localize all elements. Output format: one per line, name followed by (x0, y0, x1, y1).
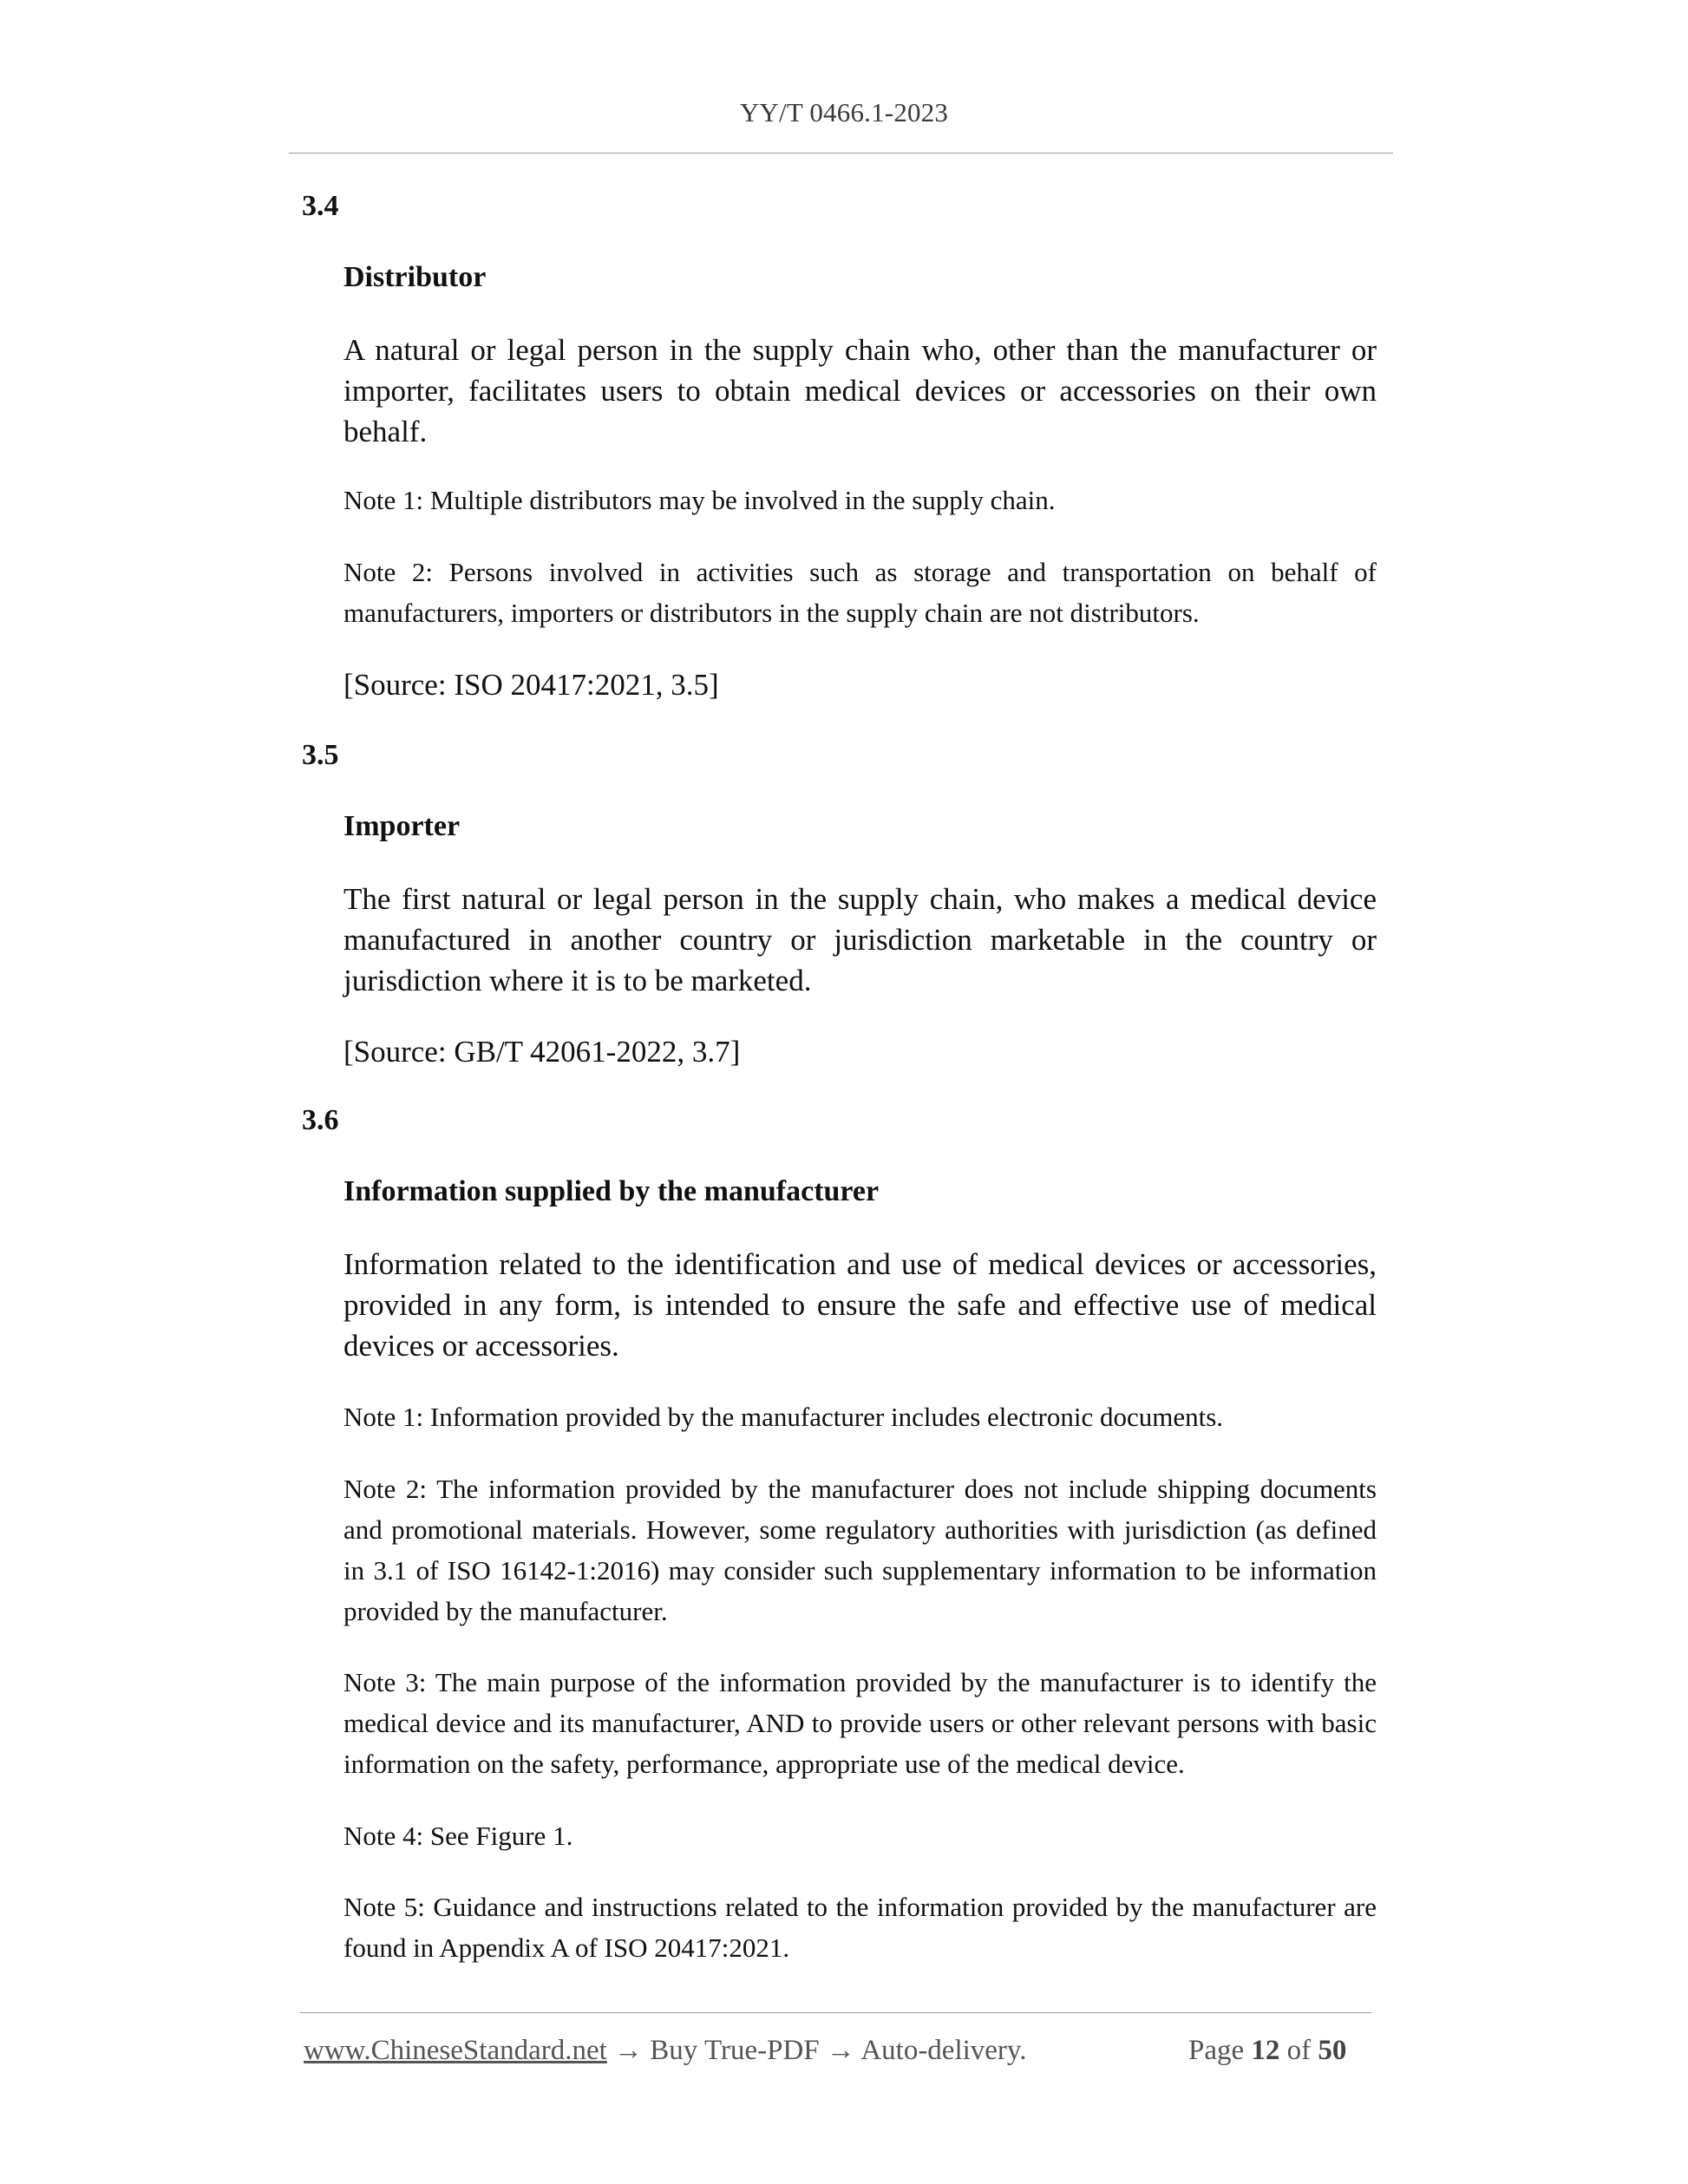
term-information-supplied: Information supplied by the manufacturer (343, 1175, 880, 1207)
arrow-right-icon: → (826, 2035, 855, 2066)
document-header-title: YY/T 0466.1-2023 (739, 97, 949, 128)
footer-promo (304, 2033, 1027, 2068)
page-current: 12 (1251, 2035, 1280, 2066)
note-information-1: Note 1: Information provided by the manufacturer includes electronic documents. (343, 1402, 1224, 1432)
note-distributor-1: Note 1: Multiple distributors may be involved in the supply chain. (343, 485, 1056, 515)
note-information-2: Note 2: The information provided by the manufacturer does not include shipping documents and promotional materials. However, some regulatory authorities with jurisdiction (as defined in 3.1 of ISO 16142-1:2016) may consider such supplementary information to be information provided by the manufacturer. (343, 1474, 1377, 1626)
note-distributor-2: Note 2: Persons involved in activities such as storage and transportation on behalf of manufacturers, importers or distributors in the supply chain are not distributors. (343, 557, 1377, 628)
website-link[interactable]: www.ChineseStandard.net (304, 2035, 607, 2066)
section-number-3-4: 3.4 (302, 190, 339, 222)
page-indicator (1188, 2033, 1346, 2068)
note-information-4: Note 4: See Figure 1. (343, 1821, 573, 1851)
definition-information-supplied: Information related to the identification and use of medical devices or accessories, provided in any form, is intended to ensure the safe and effective use of medical devices or accessories. (343, 1247, 1377, 1363)
note-information-3: Note 3: The main purpose of the information provided by the manufacturer is to identify the medical device and its manufacturer, AND to provide users or other relevant persons with basic information on the safety, performance, appropriate use of the medical device. (343, 1667, 1377, 1779)
term-distributor: Distributor (343, 261, 487, 293)
source-importer: [Source: GB/T 42061-2022, 3.7] (343, 1035, 741, 1069)
page-label: Page (1188, 2035, 1245, 2066)
note-information-5: Note 5: Guidance and instructions related to the information provided by the manufacturer are found in Appendix A of ISO 20417:2021. (343, 1892, 1377, 1963)
page-of-label: of (1286, 2035, 1312, 2066)
definition-distributor: A natural or legal person in the supply chain who, other than the manufacturer or importer, facilitates users to obtain medical devices or accessories on their own behalf. (343, 333, 1377, 448)
term-importer: Importer (343, 810, 461, 842)
footer-divider (300, 2012, 1371, 2013)
auto-delivery-text: Auto-delivery. (860, 2035, 1027, 2066)
arrow-right-icon: → (614, 2035, 644, 2066)
section-number-3-6: 3.6 (302, 1104, 339, 1136)
buy-true-pdf-text: Buy True-PDF (650, 2035, 820, 2066)
section-number-3-5: 3.5 (302, 739, 339, 771)
page-total: 50 (1318, 2035, 1347, 2066)
definition-importer: The first natural or legal person in the supply chain, who makes a medical device manufactured in another country or jurisdiction marketable in the country or jurisdiction where it is to be marketed. (343, 882, 1377, 997)
source-distributor: [Source: ISO 20417:2021, 3.5] (343, 668, 719, 702)
